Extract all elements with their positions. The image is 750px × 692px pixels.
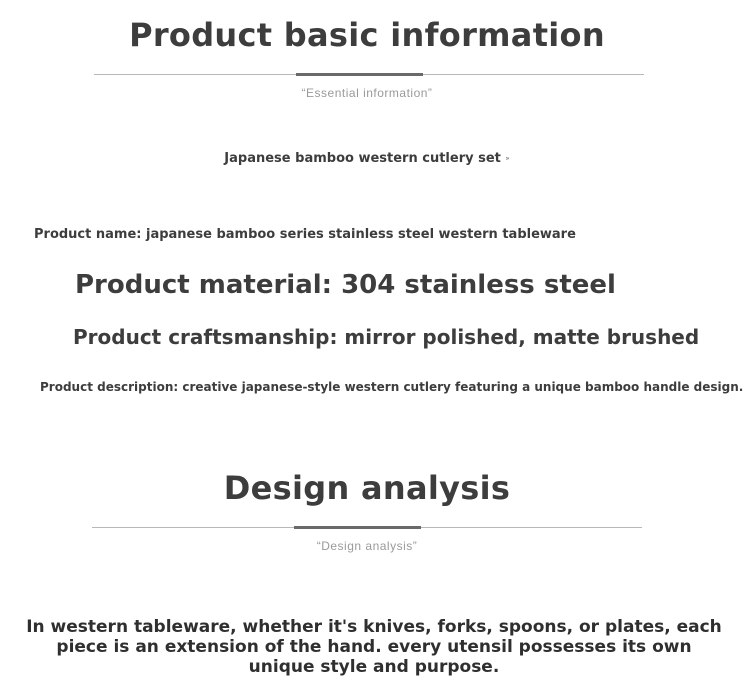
divider-accent: [296, 73, 423, 76]
product-craftsmanship: Product craftsmanship: mirror polished, matte brushed: [73, 325, 700, 349]
section-subtitle-design-analysis: “Design analysis”: [316, 539, 418, 553]
product-description: Product description: creative japanese-style western cutlery featuring a unique bamboo handle design.: [40, 380, 744, 394]
design-analysis-text: In western tableware, whether it's knives, forks, spoons, or plates, each piece is an extension of the hand. every utensil possesses its own unique style and purpose.: [26, 617, 722, 677]
set-name-text: Japanese bamboo western cutlery set: [224, 151, 501, 166]
section-title-basic-info: Product basic information: [129, 16, 605, 54]
set-name-mark: »: [505, 154, 510, 163]
product-name: Product name: japanese bamboo series stainless steel western tableware: [34, 227, 576, 242]
divider-accent: [294, 526, 421, 529]
product-material: Product material: 304 stainless steel: [75, 270, 616, 300]
product-set-name: [0, 151, 734, 166]
section-subtitle-basic-info: “Essential information”: [301, 86, 433, 100]
section-title-design-analysis: Design analysis: [223, 469, 511, 507]
